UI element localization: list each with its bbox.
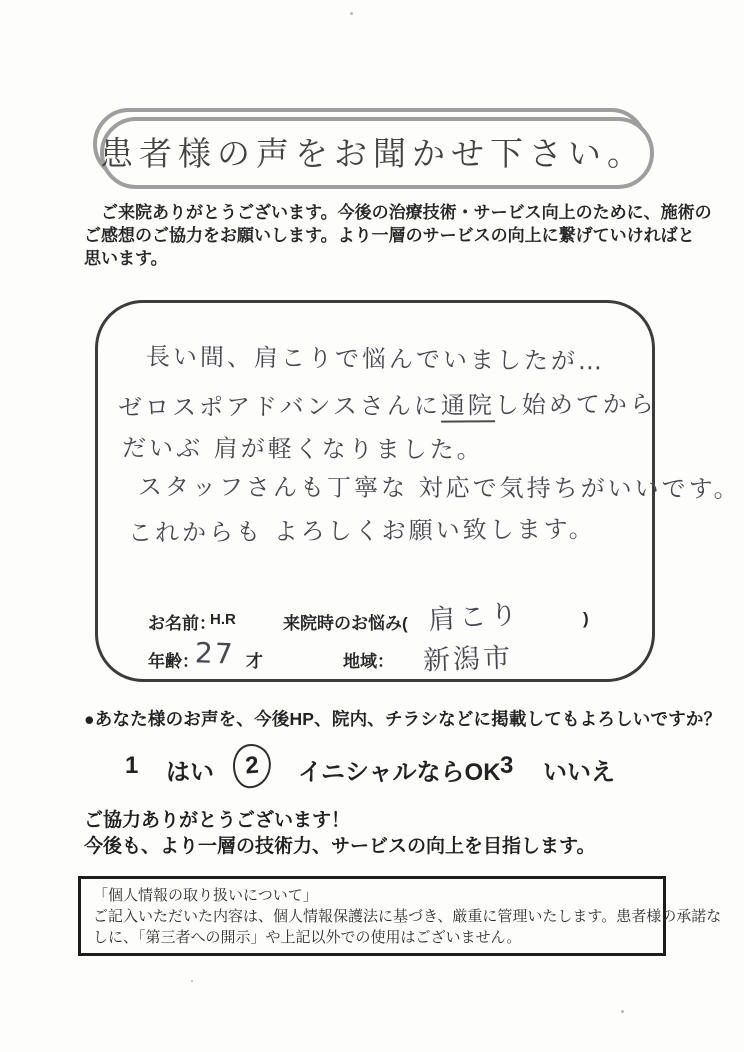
option-3-label-no: いいえ [543,759,615,786]
option-1-label-yes: はい [166,759,214,786]
handwritten-comment-line: 長い間、肩こりで悩んでいましたが… [145,342,606,376]
intro-paragraph [84,201,712,270]
name-field-label: お名前： [148,614,216,633]
option-2-label-initials-ok: イニシャルならOK [298,759,501,786]
handwritten-underlined-word: 通院 [441,391,495,422]
intro-line: ご来院ありがとうございます。今後の治療技術・サービス向上のために、施術の [84,203,712,222]
age-field-label: 年齢： [148,652,199,671]
publish-permission-options [0,744,744,804]
feedback-comment-box [95,300,741,682]
option-3-number: 3 [500,752,514,779]
region-field-handwritten-value: 新潟市 [422,642,514,677]
thanks-line: 今後も、より一層の技術力、サービスの向上を目指します。 [84,836,596,857]
privacy-notice-box [78,876,722,956]
intro-line: 思います。 [84,249,168,268]
privacy-body-line: ご記入いただいた内容は、個人情報保護法に基づき、厳重に管理いたします。患者様の承諾な [93,909,722,925]
scan-speck [191,980,193,982]
scan-speck [621,1010,624,1013]
page-title: 患者様の声をお聞かせ下さい。 [100,134,646,172]
handwritten-comment-line [118,384,657,423]
thanks-message [84,808,595,860]
scan-speck [350,12,353,15]
concern-field-close-paren: ) [583,609,589,628]
age-unit-label: 才 [246,652,263,671]
handwritten-comment-line: だいぶ 肩が軽くなりました。 [121,434,484,464]
thanks-line: ご協力ありがとうございます！ [84,810,351,831]
intro-line: ご感想のご協力をお願いします。より一層のサービスの向上に繋げていければと [84,226,695,245]
age-field-handwritten-value: 27 [194,636,236,671]
handwritten-comment-line: これからも よろしくお願い致します。 [127,514,596,548]
concern-field-label: 来院時のお悩み( [283,614,408,633]
title-frame [93,108,653,188]
handwritten-comment-line: スタッフさんも丁寧な 対応で気持ちがいいです。 [137,472,741,504]
option-2-number-circled-selected: 2 [232,743,273,790]
name-field-value: H.R [210,611,236,628]
handwritten-text: し始めてから [494,390,657,420]
privacy-heading: 「個人情報の取り扱いについて」 [93,888,318,904]
concern-field-handwritten-value: 肩こり [427,598,523,637]
handwritten-text: ゼロスポアドバンスさんに [117,391,441,422]
publish-permission-question: ●あなた様のお声を、今後HP、院内、チラシなどに掲載してもよろしいですか？ [84,709,722,729]
region-field-label: 地域： [343,652,394,671]
privacy-body-line: しに、「第三者への開示」や上記以外での使用はございません。 [93,930,522,946]
option-1-number: 1 [125,752,139,779]
